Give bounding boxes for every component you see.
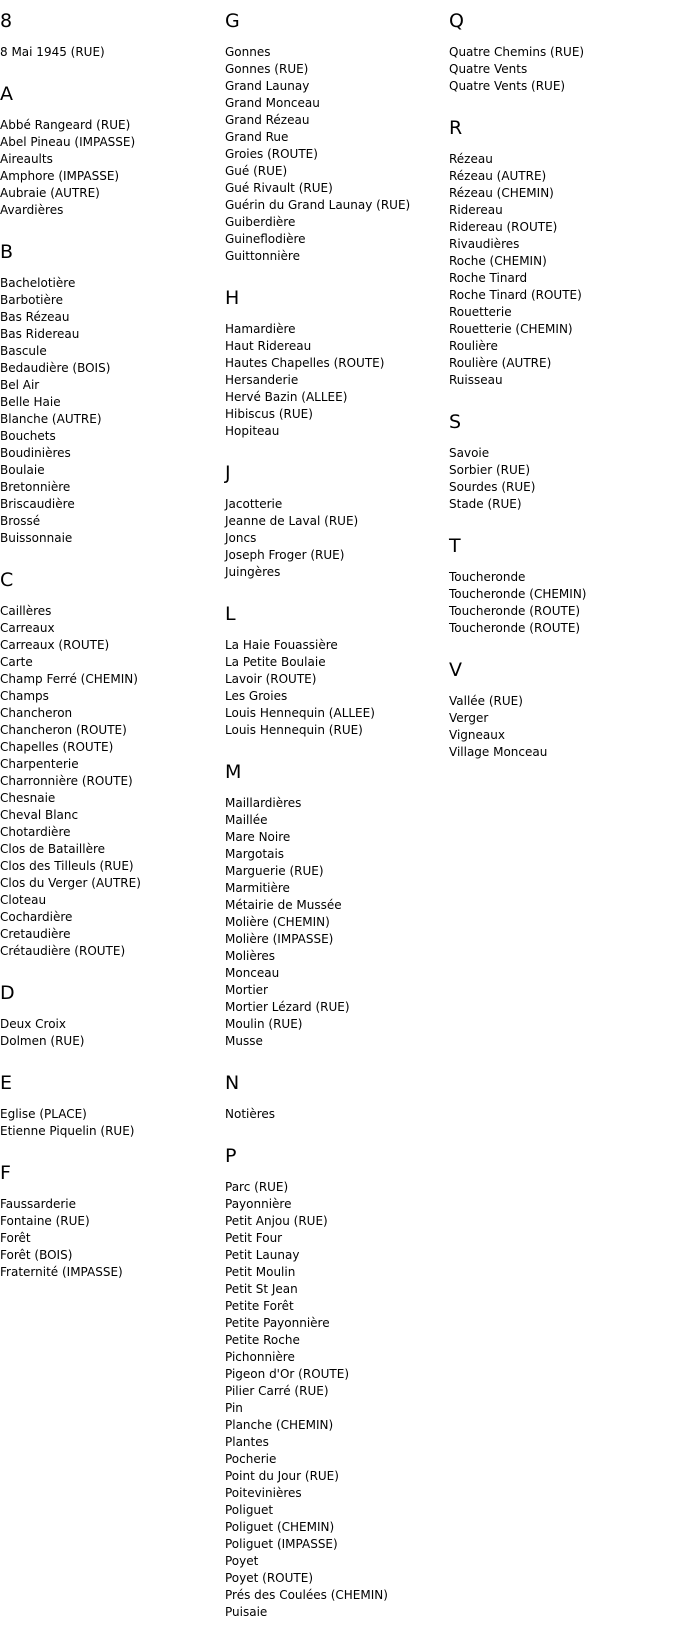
street-link[interactable]: Stade (RUE) — [449, 497, 522, 511]
street-link[interactable]: Bascule — [0, 344, 47, 358]
street-link[interactable]: Margotais — [225, 847, 285, 861]
street-link[interactable]: Pigeon d'Or (ROUTE) — [225, 1367, 350, 1381]
street-link[interactable]: Grand Rézeau — [225, 113, 310, 127]
letter-heading: J — [225, 462, 231, 484]
street-list — [449, 569, 664, 637]
letter-section — [225, 601, 440, 739]
letter-heading: V — [449, 659, 462, 681]
letter-heading: H — [225, 287, 240, 309]
street-link[interactable]: Toucheronde — [449, 570, 526, 584]
street-link[interactable]: Toucheronde (ROUTE) — [449, 604, 581, 618]
street-link[interactable]: Jeanne de Laval (RUE) — [225, 514, 359, 528]
street-link[interactable]: Puisaie — [225, 1605, 268, 1619]
street-link[interactable]: Sorbier (RUE) — [449, 463, 531, 477]
street-link[interactable]: Abel Pineau (IMPASSE) — [0, 135, 136, 149]
street-link[interactable]: Petit Moulin — [225, 1265, 296, 1279]
street-list — [0, 1016, 215, 1050]
street-link[interactable]: Chancheron — [0, 706, 73, 720]
street-link[interactable]: 8 Mai 1945 (RUE) — [0, 45, 105, 59]
street-link[interactable]: Poyet (ROUTE) — [225, 1571, 313, 1585]
letter-section — [225, 460, 440, 581]
street-link[interactable]: Carreaux — [0, 621, 55, 635]
letter-section — [449, 533, 664, 637]
letter-section — [0, 1070, 215, 1140]
street-link[interactable]: Petit Launay — [225, 1248, 300, 1262]
letter-section — [225, 1143, 440, 1621]
street-link[interactable]: Petit Four — [225, 1231, 283, 1245]
letter-section — [449, 409, 664, 513]
letter-heading: T — [449, 535, 461, 557]
street-link[interactable]: Hamardière — [225, 322, 296, 336]
letter-heading: N — [225, 1072, 240, 1094]
street-list — [0, 603, 215, 960]
street-link[interactable]: Pocherie — [225, 1452, 277, 1466]
street-link[interactable]: Hopiteau — [225, 424, 280, 438]
street-link[interactable]: Roulière — [449, 339, 498, 353]
street-link[interactable]: Boudinières — [0, 446, 71, 460]
street-link[interactable]: Poliguet (CHEMIN) — [225, 1520, 335, 1534]
street-link[interactable]: Petite Payonnière — [225, 1316, 330, 1330]
street-link[interactable]: Pilier Carré (RUE) — [225, 1384, 329, 1398]
street-link[interactable]: Quatre Vents (RUE) — [449, 79, 566, 93]
street-list — [0, 44, 215, 61]
street-link[interactable]: Gué Rivault (RUE) — [225, 181, 333, 195]
letter-heading: M — [225, 761, 242, 783]
street-list — [0, 1106, 215, 1140]
street-link[interactable]: Roche Tinard — [449, 271, 528, 285]
letter-section — [449, 657, 664, 761]
street-link[interactable]: Guineflodière — [225, 232, 306, 246]
street-link[interactable]: Fontaine (RUE) — [0, 1214, 90, 1228]
street-link[interactable]: Carte — [0, 655, 33, 669]
letter-heading: P — [225, 1145, 237, 1167]
letter-heading: C — [0, 569, 14, 591]
street-link[interactable]: Moulin (RUE) — [225, 1017, 303, 1031]
street-link[interactable]: Deux Croix — [0, 1017, 66, 1031]
street-link[interactable]: Guérin du Grand Launay (RUE) — [225, 198, 411, 212]
street-link[interactable]: Vallée (RUE) — [449, 694, 523, 708]
street-link[interactable]: Roche (CHEMIN) — [449, 254, 547, 268]
letter-heading: L — [225, 603, 236, 625]
street-link[interactable]: Quatre Chemins (RUE) — [449, 45, 585, 59]
street-link[interactable]: Louis Hennequin (RUE) — [225, 723, 363, 737]
letter-heading: F — [0, 1162, 11, 1184]
street-link[interactable]: Gonnes — [225, 45, 271, 59]
street-link[interactable]: Monceau — [225, 966, 280, 980]
street-link[interactable]: Ridereau — [449, 203, 503, 217]
street-link[interactable]: Grand Monceau — [225, 96, 320, 110]
letter-section — [0, 239, 215, 547]
street-link[interactable]: Brossé — [0, 514, 41, 528]
street-link[interactable]: Groies (ROUTE) — [225, 147, 318, 161]
street-link[interactable]: Cretaudière — [0, 927, 71, 941]
letter-section — [0, 567, 215, 960]
street-link[interactable]: Pin — [225, 1401, 243, 1415]
street-link[interactable]: Molière (IMPASSE) — [225, 932, 334, 946]
street-link[interactable]: Fraternité (IMPASSE) — [0, 1265, 123, 1279]
street-link[interactable]: Forêt — [0, 1231, 31, 1245]
street-link[interactable]: Etienne Piquelin (RUE) — [0, 1124, 135, 1138]
street-link[interactable]: Amphore (IMPASSE) — [0, 169, 120, 183]
letter-section — [225, 759, 440, 1050]
street-list — [0, 1196, 215, 1281]
letter-section — [225, 8, 440, 265]
street-link[interactable]: Maillée — [225, 813, 268, 827]
street-link[interactable]: Musse — [225, 1034, 263, 1048]
letter-heading: 8 — [0, 10, 13, 32]
street-link[interactable]: Chotardière — [0, 825, 71, 839]
street-link[interactable]: Les Groies — [225, 689, 288, 703]
street-link[interactable]: Planche (CHEMIN) — [225, 1418, 334, 1432]
street-link[interactable]: Juingères — [225, 565, 281, 579]
street-link[interactable]: Village Monceau — [449, 745, 548, 759]
street-link[interactable]: Verger — [449, 711, 489, 725]
street-link[interactable]: Champs — [0, 689, 49, 703]
letter-heading: S — [449, 411, 462, 433]
street-link[interactable]: Rouetterie (CHEMIN) — [449, 322, 573, 336]
street-link[interactable]: Louis Hennequin (ALLEE) — [225, 706, 375, 720]
street-link[interactable]: Clos des Tilleuls (RUE) — [0, 859, 134, 873]
street-link[interactable]: Lavoir (ROUTE) — [225, 672, 317, 686]
street-list — [0, 117, 215, 219]
letter-section — [0, 980, 215, 1050]
street-link[interactable]: Abbé Rangeard (RUE) — [0, 118, 131, 132]
street-list — [225, 795, 440, 1050]
street-link[interactable]: Mare Noire — [225, 830, 291, 844]
street-link[interactable]: Molières — [225, 949, 276, 963]
street-link[interactable]: Aubraie (AUTRE) — [0, 186, 100, 200]
street-link[interactable]: Petite Roche — [225, 1333, 300, 1347]
street-link[interactable]: Marmitière — [225, 881, 290, 895]
street-link[interactable]: Payonnière — [225, 1197, 292, 1211]
street-link[interactable]: Bel Air — [0, 378, 40, 392]
street-link[interactable]: Chesnaie — [0, 791, 56, 805]
street-link[interactable]: Prés des Coulées (CHEMIN) — [225, 1588, 388, 1602]
street-link[interactable]: Gué (RUE) — [225, 164, 288, 178]
street-list — [225, 1179, 440, 1621]
street-list — [225, 44, 440, 265]
street-link[interactable]: Mortier Lézard (RUE) — [225, 1000, 350, 1014]
street-link[interactable]: Faussarderie — [0, 1197, 76, 1211]
street-link[interactable]: Forêt (BOIS) — [0, 1248, 73, 1262]
street-link[interactable]: Joncs — [225, 531, 257, 545]
street-link[interactable]: Boulaie — [0, 463, 45, 477]
letter-heading: G — [225, 10, 240, 32]
letter-section — [0, 81, 215, 219]
street-link[interactable]: Petite Forêt — [225, 1299, 294, 1313]
street-link[interactable]: Guiberdière — [225, 215, 296, 229]
street-link[interactable]: Bas Rézeau — [0, 310, 70, 324]
street-link[interactable]: Notières — [225, 1107, 276, 1121]
street-link[interactable]: Parc (RUE) — [225, 1180, 289, 1194]
street-link[interactable]: Rouetterie — [449, 305, 512, 319]
street-link[interactable]: Pichonnière — [225, 1350, 295, 1364]
street-list — [449, 44, 664, 95]
street-index-column-3 — [449, 8, 664, 781]
street-link[interactable]: Poliguet — [225, 1503, 274, 1517]
street-link[interactable]: Clos de Bataillère — [0, 842, 106, 856]
street-link[interactable]: Dolmen (RUE) — [0, 1034, 85, 1048]
street-link[interactable]: Bouchets — [0, 429, 56, 443]
street-link[interactable]: Métairie de Mussée — [225, 898, 342, 912]
letter-heading: R — [449, 117, 463, 139]
street-link[interactable]: Belle Haie — [0, 395, 61, 409]
street-link[interactable]: Mortier — [225, 983, 268, 997]
street-link[interactable]: Charpenterie — [0, 757, 79, 771]
street-link[interactable]: Rivaudières — [449, 237, 520, 251]
street-list — [225, 1106, 440, 1123]
street-link[interactable]: Crétaudière (ROUTE) — [0, 944, 126, 958]
street-link[interactable]: Marguerie (RUE) — [225, 864, 324, 878]
street-link[interactable]: Hervé Bazin (ALLEE) — [225, 390, 348, 404]
street-link[interactable]: Poliguet (IMPASSE) — [225, 1537, 338, 1551]
street-list — [449, 151, 664, 389]
street-link[interactable]: Grand Rue — [225, 130, 289, 144]
street-link[interactable]: Cochardière — [0, 910, 73, 924]
street-link[interactable]: Buissonnaie — [0, 531, 73, 545]
street-link[interactable]: Savoie — [449, 446, 490, 460]
street-index-column-2 — [225, 8, 440, 1641]
street-link[interactable]: Guittonnière — [225, 249, 300, 263]
street-link[interactable]: La Haie Fouassière — [225, 638, 338, 652]
street-link[interactable]: Cloteau — [0, 893, 47, 907]
letter-heading: E — [0, 1072, 13, 1094]
letter-heading: D — [0, 982, 15, 1004]
letter-section — [0, 1160, 215, 1281]
street-list — [449, 445, 664, 513]
street-link[interactable]: Chapelles (ROUTE) — [0, 740, 114, 754]
street-link[interactable]: Ruisseau — [449, 373, 503, 387]
street-link[interactable]: Charronnière (ROUTE) — [0, 774, 133, 788]
street-link[interactable]: Clos du Verger (AUTRE) — [0, 876, 141, 890]
street-link[interactable]: Hersanderie — [225, 373, 299, 387]
street-link[interactable]: Quatre Vents — [449, 62, 528, 76]
letter-section — [0, 8, 215, 61]
street-link[interactable]: Champ Ferré (CHEMIN) — [0, 672, 138, 686]
street-link[interactable]: Hautes Chapelles (ROUTE) — [225, 356, 385, 370]
street-link[interactable]: Eglise (PLACE) — [0, 1107, 87, 1121]
street-link[interactable]: Chancheron (ROUTE) — [0, 723, 127, 737]
street-link[interactable]: Rézeau — [449, 152, 493, 166]
street-link[interactable]: Vigneaux — [449, 728, 505, 742]
street-list — [225, 637, 440, 739]
street-link[interactable]: Gonnes (RUE) — [225, 62, 309, 76]
street-list — [449, 693, 664, 761]
letter-section — [225, 285, 440, 440]
street-link[interactable]: Point du Jour (RUE) — [225, 1469, 339, 1483]
street-link[interactable]: Poyet — [225, 1554, 259, 1568]
street-link[interactable]: Grand Launay — [225, 79, 310, 93]
street-link[interactable]: Caillères — [0, 604, 52, 618]
letter-heading: B — [0, 241, 14, 263]
street-link[interactable]: Aireaults — [0, 152, 53, 166]
letter-heading: A — [0, 83, 13, 105]
street-link[interactable]: Hibiscus (RUE) — [225, 407, 313, 421]
street-link[interactable]: Avardières — [0, 203, 64, 217]
street-link[interactable]: Bachelotière — [0, 276, 76, 290]
street-link[interactable]: Bretonnière — [0, 480, 71, 494]
street-link[interactable]: Plantes — [225, 1435, 269, 1449]
street-link[interactable]: Rézeau (CHEMIN) — [449, 186, 554, 200]
street-link[interactable]: Petit Anjou (RUE) — [225, 1214, 328, 1228]
street-link[interactable]: Carreaux (ROUTE) — [0, 638, 110, 652]
street-link[interactable]: Molière (CHEMIN) — [225, 915, 330, 929]
street-link[interactable]: Rézeau (AUTRE) — [449, 169, 547, 183]
street-link[interactable]: Barbotière — [0, 293, 63, 307]
street-link[interactable]: Ridereau (ROUTE) — [449, 220, 558, 234]
letter-section — [449, 8, 664, 95]
street-link[interactable]: Toucheronde (ROUTE) — [449, 621, 581, 635]
street-link[interactable]: Haut Ridereau — [225, 339, 312, 353]
street-link[interactable]: Toucheronde (CHEMIN) — [449, 587, 587, 601]
street-link[interactable]: Petit St Jean — [225, 1282, 298, 1296]
street-link[interactable]: Briscaudière — [0, 497, 75, 511]
street-link[interactable]: Blanche (AUTRE) — [0, 412, 102, 426]
letter-section — [225, 1070, 440, 1123]
street-link[interactable]: Poitevinières — [225, 1486, 302, 1500]
street-link[interactable]: Roche Tinard (ROUTE) — [449, 288, 582, 302]
street-link[interactable]: Bas Ridereau — [0, 327, 80, 341]
street-link[interactable]: Sourdes (RUE) — [449, 480, 536, 494]
street-link[interactable]: Jacotterie — [225, 497, 283, 511]
street-list — [225, 496, 440, 581]
street-link[interactable]: Cheval Blanc — [0, 808, 79, 822]
street-index-column-1 — [0, 8, 215, 1301]
street-link[interactable]: Roulière (AUTRE) — [449, 356, 552, 370]
letter-section — [449, 115, 664, 389]
street-link[interactable]: La Petite Boulaie — [225, 655, 326, 669]
letter-heading: Q — [449, 10, 464, 32]
street-list — [225, 321, 440, 440]
street-list — [0, 275, 215, 547]
street-link[interactable]: Joseph Froger (RUE) — [225, 548, 345, 562]
street-link[interactable]: Maillardières — [225, 796, 302, 810]
street-link[interactable]: Bedaudière (BOIS) — [0, 361, 111, 375]
